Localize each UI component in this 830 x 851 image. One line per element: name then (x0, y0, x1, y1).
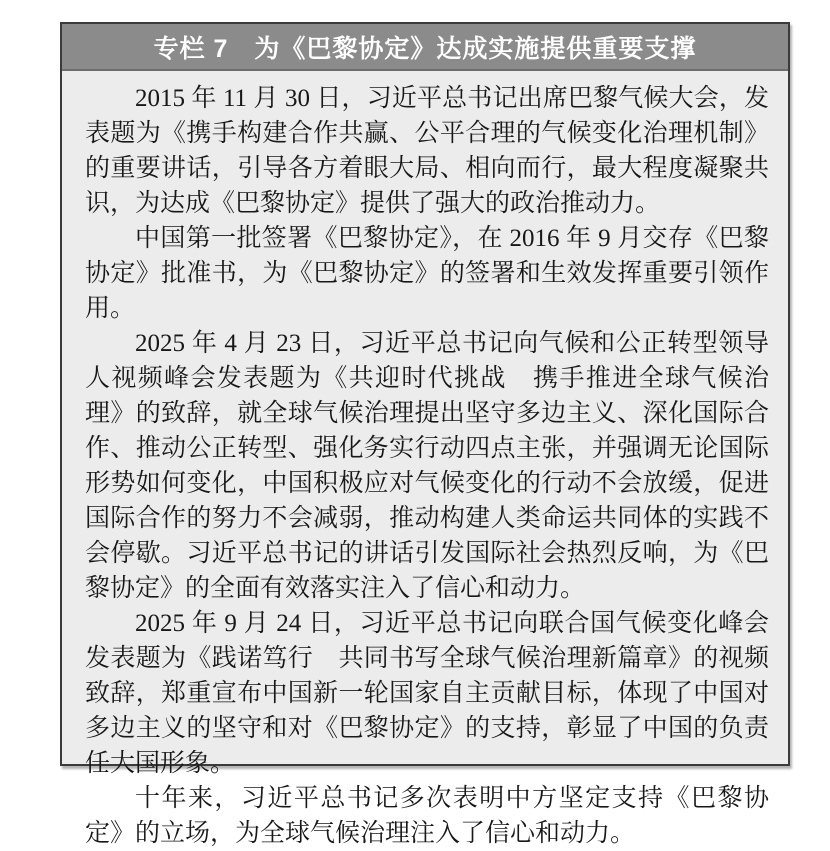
paragraph-2: 中国第一批签署《巴黎协定》，在 2016 年 9 月交存《巴黎协定》批准书，为《巴黎协定》的签署和生效发挥重要引领作用。 (85, 225, 769, 322)
column-box-title: 专栏 7 为《巴黎协定》达成实施提供重要支撑 (153, 34, 697, 63)
paragraph-1: 2015 年 11 月 30 日，习近平总书记出席巴黎气候大会，发表题为《携手构建合作共赢、公平合理的气候变化治理机制》的重要讲话，引导各方着眼大局、相向而行，最大程度凝聚共识，为达成《巴黎协定》提供了强大的政治推动力。 (85, 85, 769, 217)
column-box-body (62, 71, 788, 851)
paragraph-5: 十年来，习近平总书记多次表明中方坚定支持《巴黎协定》的立场，为全球气候治理注入了信心和动力。 (85, 785, 769, 847)
paragraph-3: 2025 年 4 月 23 日，习近平总书记向气候和公正转型领导人视频峰会发表题为《共迎时代挑战 携手推进全球气候治理》的致辞，就全球气候治理提出坚守多边主义、深化国际合作、推动公正转型、强化务实行动四点主张，并强调无论国际形势如何变化，中国积极应对气候变化的行动不会放缓，促进国际合作的努力不会减弱，推动构建人类命运共同体的实践不会停歇。习近平总书记的讲话引发国际社会热烈反响，为《巴黎协定》的全面有效落实注入了信心和动力。 (85, 330, 769, 602)
paragraph-4: 2025 年 9 月 24 日，习近平总书记向联合国气候变化峰会发表题为《践诺笃行 共同书写全球气候治理新篇章》的视频致辞，郑重宣布中国新一轮国家自主贡献目标，体现了中国对多边主义的坚守和对《巴黎协定》的支持，彰显了中国的负责任大国形象。 (85, 610, 769, 777)
column-box (60, 22, 790, 847)
column-box-header (62, 24, 788, 71)
